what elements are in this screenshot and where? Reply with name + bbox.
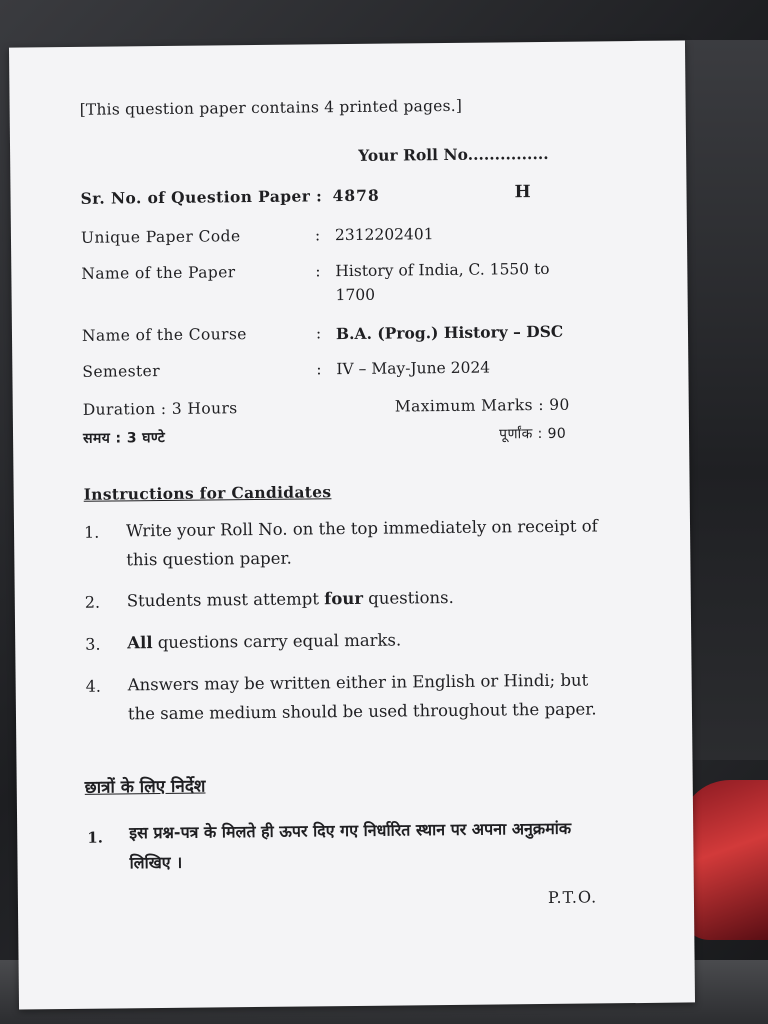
upc-value: 2312202401 [334, 225, 434, 245]
upc-colon: : [314, 226, 321, 245]
course-name-colon: : [315, 324, 322, 343]
instruction-3-text-bold: All [127, 633, 153, 653]
instruction-2-text-post: questions. [362, 587, 454, 608]
instruction-2-text-pre: Students must attempt [126, 589, 325, 611]
semester-label: Semester [82, 362, 161, 381]
set-code: H [514, 182, 531, 203]
instruction-4-text: Answers may be written either in English or Hindi; but the same medium should be used throughout the paper. [127, 670, 597, 724]
question-paper-sheet [9, 40, 695, 1009]
course-name-value: B.A. (Prog.) History – DSC [335, 321, 564, 344]
hindi-instruction-1-number: 1. [87, 828, 104, 847]
hindi-instructions-heading: छात्रों के लिए निर्देश [84, 776, 206, 798]
maximum-marks-hindi: पूर्णांक : 90 [498, 425, 567, 443]
paper-name-colon: : [315, 262, 321, 281]
hindi-instruction-1-text: इस प्रश्न-पत्र के मिलते ही ऊपर दिए गए निर्धारित स्थान पर अपना अनुक्रमांक लिखिए । [129, 818, 572, 873]
sr-no-label: Sr. No. of Question Paper : [80, 186, 323, 208]
instruction-3-text [127, 623, 599, 657]
paper-name-label: Name of the Paper [81, 263, 236, 283]
instruction-3-text-post: questions carry equal marks. [152, 630, 402, 653]
maximum-marks: Maximum Marks : 90 [394, 395, 570, 416]
paper-name-value-line1: History of India, C. 1550 to [335, 259, 550, 281]
instruction-4-number: 4. [85, 676, 102, 696]
instruction-1-number: 1. [83, 522, 100, 542]
roll-number-field: Your Roll No............... [358, 143, 549, 165]
printed-pages-note: [This question paper contains 4 printed pages.] [79, 96, 463, 119]
sr-no-value: 4878 [332, 185, 380, 206]
instruction-2-number: 2. [84, 592, 101, 612]
instructions-heading: Instructions for Candidates [83, 482, 332, 504]
semester-colon: : [316, 360, 322, 379]
instruction-3-number: 3. [85, 634, 101, 654]
instruction-1-text: Write your Roll No. on the top immediately on receipt of this question paper. [125, 516, 598, 570]
instruction-2-text-bold: four [324, 588, 364, 609]
upc-label: Unique Paper Code [80, 227, 241, 247]
course-name-label: Name of the Course [81, 325, 247, 345]
paper-name-value-line2: 1700 [335, 285, 376, 305]
instruction-2-text [127, 581, 599, 615]
duration-hindi: समय : 3 घण्टे [82, 429, 166, 447]
please-turn-over: P.T.O. [547, 887, 598, 907]
duration: Duration : 3 Hours [82, 399, 238, 419]
semester-value: IV – May-June 2024 [336, 358, 491, 379]
